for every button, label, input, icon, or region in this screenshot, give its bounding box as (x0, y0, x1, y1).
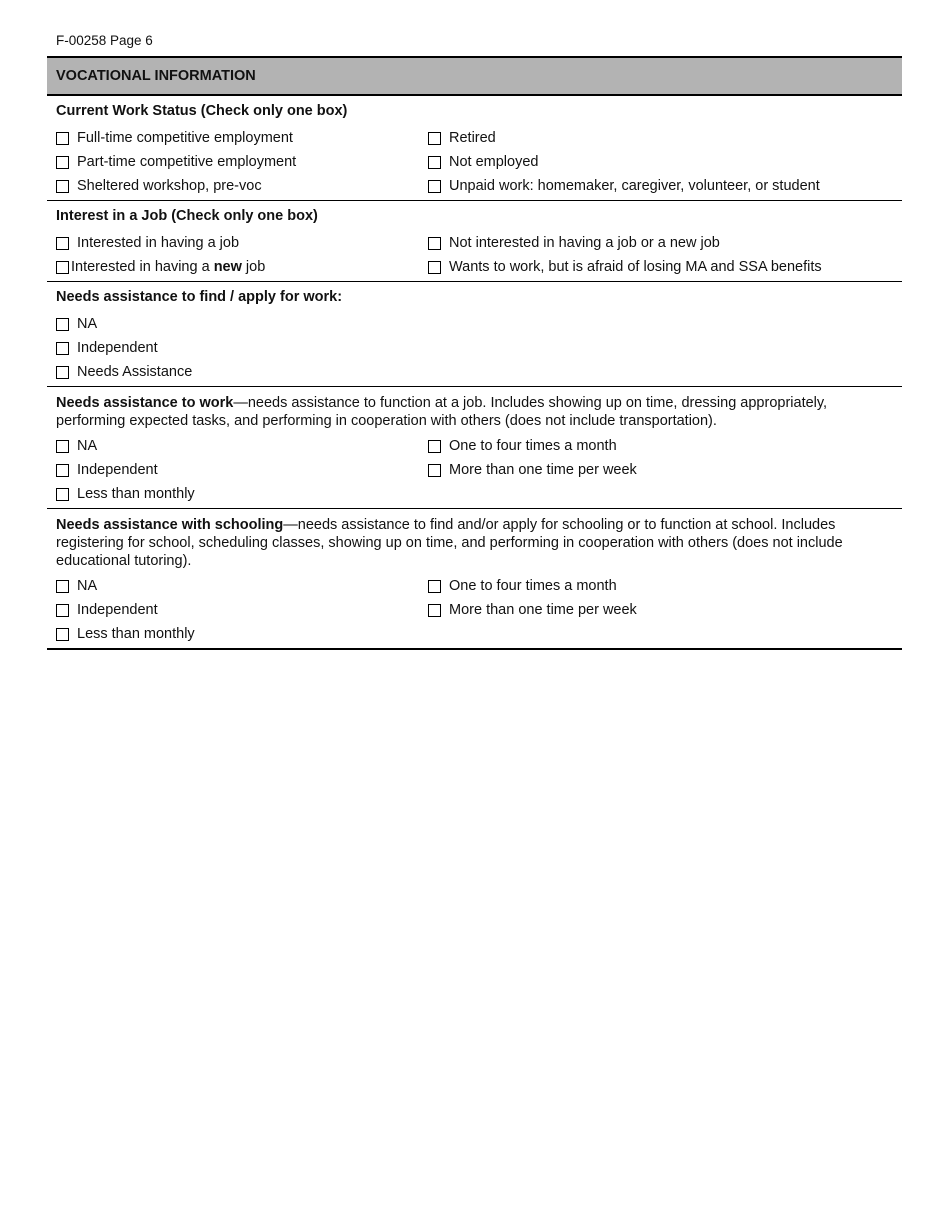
checkbox[interactable] (428, 440, 441, 453)
work-status-fulltime[interactable]: Full-time competitive employment (56, 126, 428, 150)
checkbox[interactable] (56, 580, 69, 593)
page-id: F-00258 Page 6 (56, 33, 153, 48)
job-interest-afraid-benefits[interactable]: Wants to work, but is afraid of losing MA and SSA benefits (428, 255, 902, 279)
find-work-needs-assistance[interactable]: Needs Assistance (56, 360, 902, 384)
to-work-section (47, 386, 902, 508)
vocational-form (47, 56, 902, 650)
job-interest-title: Interest in a Job (Check only one box) (56, 208, 318, 224)
checkbox[interactable] (56, 488, 69, 501)
work-status-title: Current Work Status (Check only one box) (56, 103, 348, 119)
work-status-unpaid[interactable]: Unpaid work: homemaker, caregiver, volunteer, or student (428, 174, 902, 198)
job-interest-section (47, 200, 902, 281)
checkbox[interactable] (428, 464, 441, 477)
to-work-independent[interactable]: Independent (56, 458, 428, 482)
checkbox[interactable] (428, 237, 441, 250)
job-interest-new-job[interactable]: Interested in having a new job (56, 255, 428, 279)
checkbox[interactable] (56, 180, 69, 193)
checkbox[interactable] (56, 440, 69, 453)
section-header: VOCATIONAL INFORMATION (47, 58, 902, 95)
checkbox[interactable] (56, 366, 69, 379)
checkbox[interactable] (56, 132, 69, 145)
job-interest-interested[interactable]: Interested in having a job (56, 231, 428, 255)
find-work-section (47, 281, 902, 386)
checkbox[interactable] (56, 342, 69, 355)
schooling-independent[interactable]: Independent (56, 598, 428, 622)
work-status-retired[interactable]: Retired (428, 126, 902, 150)
checkbox[interactable] (56, 156, 69, 169)
schooling-na[interactable]: NA (56, 574, 428, 598)
to-work-less-than-monthly[interactable]: Less than monthly (56, 482, 428, 506)
to-work-description: Needs assistance to work—needs assistance to function at a job. Includes showing up on time, dressing appropriately, performing expected tasks, and performing in cooperation with others (does not include transportation). (56, 395, 828, 429)
checkbox[interactable] (56, 628, 69, 641)
checkbox[interactable] (56, 318, 69, 331)
schooling-less-than-monthly[interactable]: Less than monthly (56, 622, 428, 646)
job-interest-not-interested[interactable]: Not interested in having a job or a new job (428, 231, 902, 255)
checkbox[interactable] (428, 604, 441, 617)
work-status-section (47, 95, 902, 200)
find-work-independent[interactable]: Independent (56, 336, 902, 360)
find-work-na[interactable]: NA (56, 312, 902, 336)
schooling-more-than-weekly[interactable]: More than one time per week (428, 598, 902, 622)
schooling-section (47, 508, 902, 648)
checkbox[interactable] (428, 180, 441, 193)
checkbox[interactable] (428, 156, 441, 169)
checkbox[interactable] (56, 464, 69, 477)
schooling-one-to-four[interactable]: One to four times a month (428, 574, 902, 598)
work-status-sheltered[interactable]: Sheltered workshop, pre-voc (56, 174, 428, 198)
to-work-na[interactable]: NA (56, 434, 428, 458)
work-status-parttime[interactable]: Part-time competitive employment (56, 150, 428, 174)
work-status-not-employed[interactable]: Not employed (428, 150, 902, 174)
schooling-description: Needs assistance with schooling—needs assistance to find and/or apply for schooling or to function at school. Includes registering for school, scheduling classes, showing up on time, and performing in cooperation with others (does not include educational tutoring). (56, 517, 843, 569)
checkbox[interactable] (56, 261, 69, 274)
checkbox[interactable] (56, 604, 69, 617)
to-work-one-to-four[interactable]: One to four times a month (428, 434, 902, 458)
checkbox[interactable] (428, 580, 441, 593)
checkbox[interactable] (56, 237, 69, 250)
find-work-title: Needs assistance to find / apply for work: (56, 289, 343, 305)
checkbox[interactable] (428, 132, 441, 145)
to-work-more-than-weekly[interactable]: More than one time per week (428, 458, 902, 482)
checkbox[interactable] (428, 261, 441, 274)
